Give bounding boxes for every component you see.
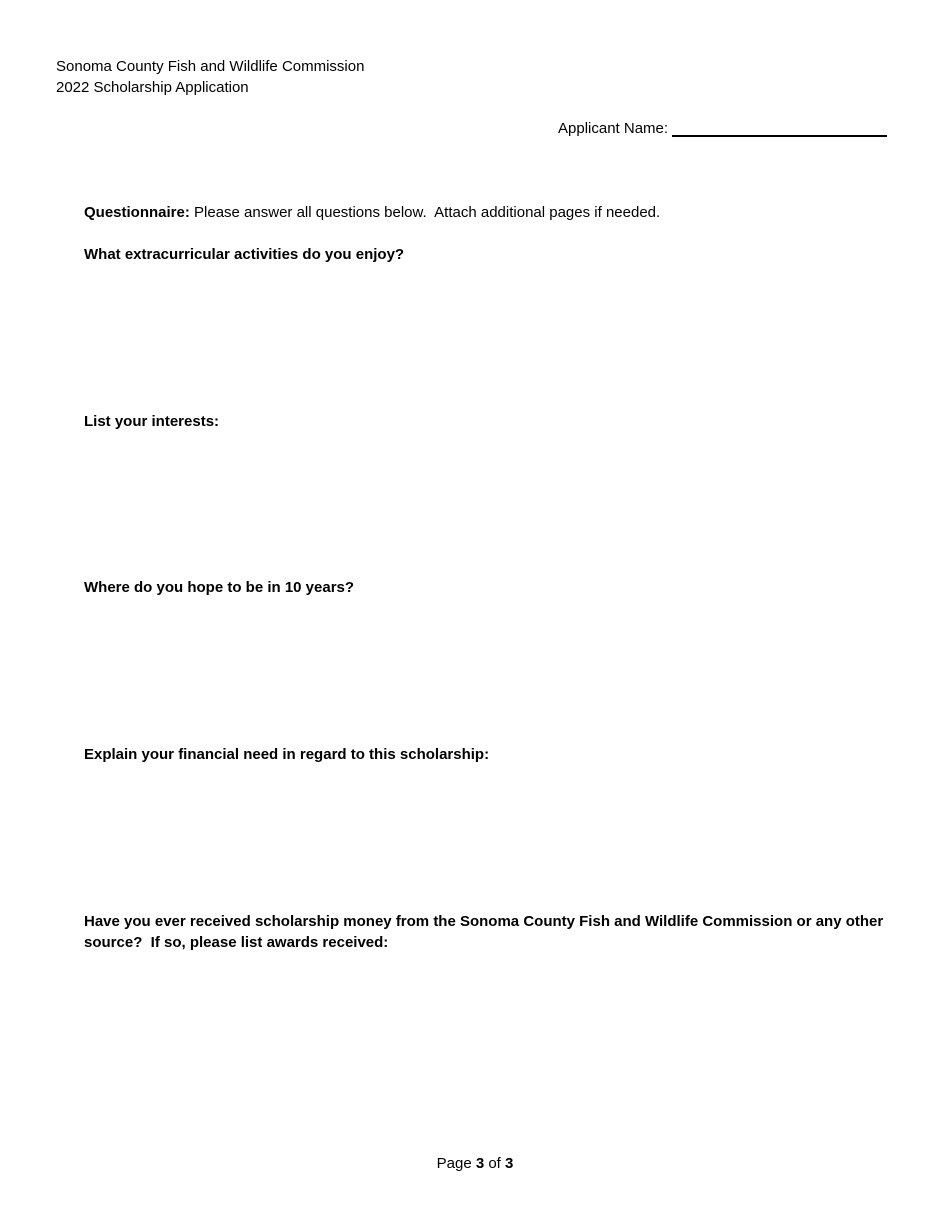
applicant-name-field[interactable] (672, 121, 887, 137)
question-ten-years: Where do you hope to be in 10 years? (84, 579, 355, 596)
question-financial-need: Explain your financial need in regard to this scholarship: (84, 746, 490, 763)
total-pages: 3 (505, 1155, 514, 1172)
question-previous-scholarships: Have you ever received scholarship money from the Sonoma County Fish and Wildlife Commission or any other source? If so, please list awards received: (84, 913, 888, 951)
questionnaire-instructions: Please answer all questions below. Attach additional pages if needed. (189, 204, 661, 221)
question-interests: List your interests: (84, 413, 220, 430)
document-title: 2022 Scholarship Application (56, 79, 249, 96)
page-word: Page (436, 1155, 476, 1172)
applicant-name-row (558, 118, 887, 139)
organization-name: Sonoma County Fish and Wildlife Commission (56, 58, 365, 75)
page-number (0, 1153, 950, 1174)
of-word: of (484, 1155, 506, 1172)
document-header (56, 56, 364, 98)
question-extracurricular: What extracurricular activities do you enjoy? (84, 246, 405, 263)
current-page: 3 (475, 1155, 485, 1172)
questionnaire-label: Questionnaire: (84, 204, 190, 221)
questionnaire-intro (84, 202, 660, 223)
applicant-name-label: Applicant Name: (558, 120, 669, 137)
